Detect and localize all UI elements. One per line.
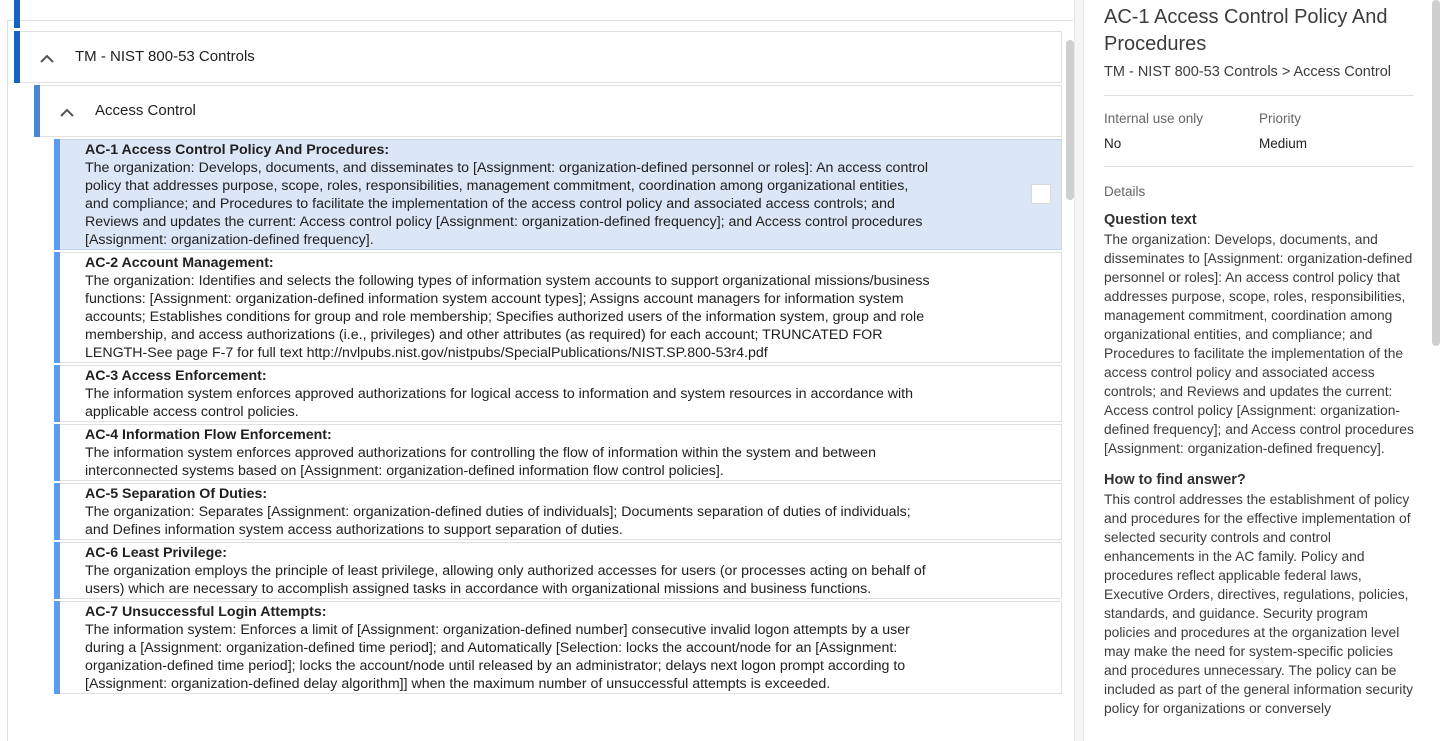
internal-use-value: No [1104, 136, 1122, 151]
item-accent-bar [54, 424, 60, 481]
control-description: The information system enforces approved authorizations for logical access to information and system resources in accordance with applicable access control policies. [85, 386, 914, 420]
group-header-nist-controls[interactable] [14, 31, 1062, 83]
control-item-ac-3[interactable] [54, 365, 1062, 422]
details-label: Details [1104, 184, 1146, 199]
detail-pane [1084, 0, 1448, 741]
item-accent-bar [54, 139, 60, 250]
control-title: AC-7 Unsuccessful Login Attempts: [85, 604, 327, 620]
pane-edge [7, 0, 8, 741]
pane-divider[interactable] [1074, 0, 1084, 741]
item-accent-bar [54, 365, 60, 422]
row-accent [14, 0, 20, 28]
item-accent-bar [54, 601, 60, 694]
subgroup-header-access-control[interactable] [34, 85, 1062, 137]
control-title: AC-1 Access Control Policy And Procedures: [85, 142, 390, 158]
group-accent-bar [14, 31, 20, 83]
divider [1104, 166, 1414, 167]
detail-title: AC-1 Access Control Policy And Procedures [1104, 6, 1388, 55]
previous-row-remnant [7, 0, 1073, 21]
question-text: The organization: Develops, documents, and disseminates to [Assignment: organization-defined personnel or roles]: An access control policy that addresses purpose, scope, roles, responsibilities, management commitment, coordination among organizational entities, and compliance; and Procedures to facilitate the implementation of the access control policy and associated access controls; and Reviews and updates the current: Access control policy [Assignment: organization-defined frequency]; and Access control procedures [Assignment: organization-defined frequency]. [1104, 232, 1414, 456]
control-list [54, 139, 1062, 696]
control-description: The organization: Identifies and selects the following types of information system accounts to support organizational missions/business functions: [Assignment: organization-defined information system account types]; Assigns account managers for information system accounts; Establishes conditions for group and role membership; Specifies authorized users of the information system, group and role membership, and access authorizations (i.e., privileges) and other attributes (as required) for each account; TRUNCATED FOR LENGTH-See page F-7 for full text http://nvlpubs.nist.gov/nistpubs/SpecialPublications/NIST.SP.800-53r4.pdf [85, 273, 930, 361]
control-item-ac-4[interactable] [54, 424, 1062, 481]
control-description: The information system: Enforces a limit of [Assignment: organization-defined number] consecutive invalid logon attempts by a user during a [Assignment: organization-defined time period]; and Automatically [Selection: locks the account/node for an [Assignment: organization-defined time period]; locks the account/node until released by an administrator; delays next logon prompt according to [Assignment: organization-defined delay algorithm]] when the maximum number of unsuccessful attempts is exceeded. [85, 622, 910, 692]
control-title: AC-3 Access Enforcement: [85, 368, 267, 384]
control-title: AC-5 Separation Of Duties: [85, 486, 268, 502]
howto-heading: How to find answer? [1104, 472, 1246, 488]
subgroup-title: Access Control [95, 102, 196, 119]
howto-text: This control addresses the establishment of policy and procedures for the effective implementation of selected security controls and control enhancements in the AC family. Policy and procedures reflect applicable federal laws, Executive Orders, directives, regulations, policies, standards, and guidance. Security program policies and procedures at the organization level may make the need for system-specific policies and procedures unnecessary. The policy can be included as part of the general information security policy for organizations or conversely [1104, 492, 1414, 716]
group-title: TM - NIST 800-53 Controls [75, 48, 255, 65]
divider [1104, 95, 1414, 96]
control-title: AC-2 Account Management: [85, 255, 274, 271]
priority-value: Medium [1259, 136, 1308, 151]
control-checkbox[interactable] [1031, 184, 1051, 204]
priority-label: Priority [1259, 111, 1302, 126]
chevron-up-icon[interactable] [35, 46, 59, 70]
item-accent-bar [54, 252, 60, 363]
control-description: The organization: Separates [Assignment: organization-defined duties of individuals]; Documents separation of duties of individuals; and Defines information system access authorizations to support separation of duties. [85, 504, 911, 538]
chevron-up-icon[interactable] [55, 100, 79, 124]
item-accent-bar [54, 483, 60, 540]
control-title: AC-4 Information Flow Enforcement: [85, 427, 332, 443]
detail-scrollbar[interactable] [1432, 0, 1440, 346]
question-heading: Question text [1104, 212, 1197, 228]
subgroup-accent-bar [34, 85, 40, 137]
breadcrumb: TM - NIST 800-53 Controls > Access Control [1104, 64, 1392, 80]
control-description: The information system enforces approved authorizations for controlling the flow of information within the system and between interconnected systems based on [Assignment: organization-defined information flow control policies]. [85, 445, 876, 479]
item-accent-bar [54, 542, 60, 599]
meta-row [1104, 111, 1414, 151]
tree-scrollbar[interactable] [1066, 40, 1074, 200]
control-description: The organization: Develops, documents, and disseminates to [Assignment: organization-defined personnel or roles]: An access control policy that addresses purpose, scope, roles, responsibilities, management commitment, coordination among organizational entities, and compliance; and Procedures to facilitate the implementation of the access control policy and associated access controls; and Reviews and updates the current: Access control policy [Assignment: organization-defined frequency]; and Access control procedures [Assignment: organization-defined frequency]. [85, 160, 929, 248]
control-title: AC-6 Least Privilege: [85, 545, 227, 561]
control-item-ac-6[interactable] [54, 542, 1062, 599]
control-description: The organization employs the principle of least privilege, allowing only authorized accesses for users (or processes acting on behalf of users) which are necessary to accomplish assigned tasks in accordance with organizational missions and business functions. [85, 563, 926, 597]
internal-use-label: Internal use only [1104, 111, 1204, 126]
control-item-ac-7[interactable] [54, 601, 1062, 694]
control-item-ac-2[interactable] [54, 252, 1062, 363]
control-item-ac-1[interactable] [54, 139, 1062, 250]
control-item-ac-5[interactable] [54, 483, 1062, 540]
